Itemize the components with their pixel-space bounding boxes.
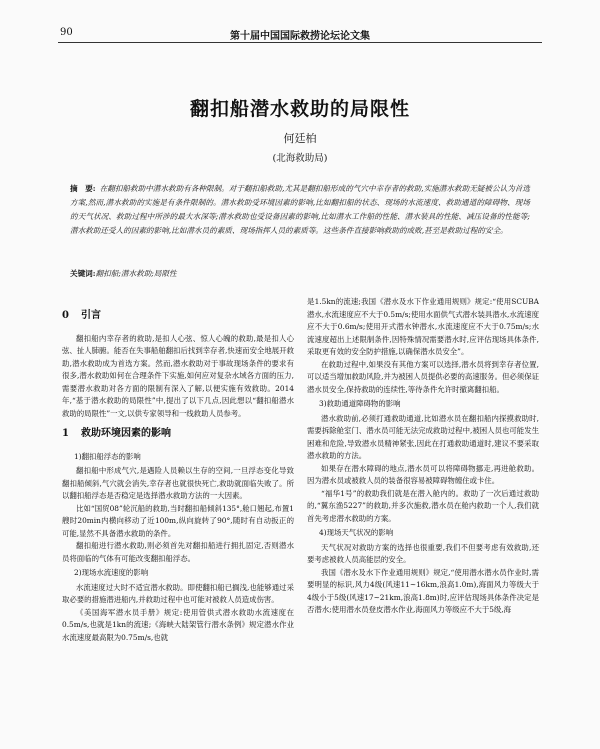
page-number: 90 <box>60 27 73 38</box>
subsection-heading: 1)翻扣船浮态的影响 <box>74 451 141 461</box>
paragraph: 水流速度过大时不适宜潜水救助。即使翻扣船已搁浅,也能够通过采取必要的措施潜进船内,并救助过程中也可能对被救人员造成伤害。 <box>62 582 294 604</box>
paragraph: “福华1号”的救助我们就是在潜入舱内的。救助了一次后通过救助的,“翼东渔5227”的救助,并多次施救,潜水员在舱内救助一个人,我们就首先考虑潜水救助的方案。 <box>307 488 539 523</box>
right-column <box>307 296 539 617</box>
paragraph: 在救助过程中,如果没有其他方案可以选择,潜水员将到幸存者位置,可以适当增加救助风险,并为被困人员提供必要的高速服务。但必须保证潜水员安全,保持救助的连续性,等待条件允许时撤离翻扣船。 <box>307 359 539 394</box>
paragraph: 《美国海军潜水员手册》规定:使用管供式潜水救助水流速度在0.5m/s,也就是1kn的流速;《海峡大陆架管行潜水条例》规定潜水作业水流速度最高限为0.75m/s,也就 <box>62 607 294 642</box>
section-heading-0: 0 引言 <box>62 310 101 321</box>
paragraph: 天气状况对救助方案的选择也很重要,我们不但要考虑有效救助,还要考虑被救人员高能层的安全。 <box>307 542 539 564</box>
paper-author: 何廷柏 <box>283 132 317 145</box>
paragraph: 潜水救助前,必须打通救助通道,比如潜水员在翻扣船内探摸救助时,需要拆除舱室门、潜水员可能无法完成救助过程中,被困人员也可能发生困难和危险,导致潜水员精神紧张,因此在打通救助通道时,建议不要采取潜水救助的方法。 <box>307 413 539 460</box>
subsection-heading: 2)现场水流速度的影响 <box>74 568 149 577</box>
left-column <box>62 302 294 644</box>
paragraph: 如果存在潜水障碍的地点,潜水员可以将障碍物挪走,再进舱救助。因为潜水员或被救人员的装备很容易被障碍物缠住或卡住。 <box>307 463 539 485</box>
keywords-text: 翻扣船;潜水救助;局限性 <box>95 269 177 278</box>
paragraph: 翻扣船中形成气穴,是遇险人员赖以生存的空间,一旦浮态变化导致翻扣船倾斜,气穴就会消失,幸存者也就很快死亡,救助就面临失败了。所以翻扣船浮态是否稳定是选择潜水救助方法的一大因素。 <box>62 466 294 500</box>
paragraph: 我国《潜水及水下作业通用规则》规定,“使用潜水潜水员作业时,需要明显的标识,风力4级(风速11~16km,浪高1.0m),海面风力等级大于4级小于5级(风速17~21km,浪高1.8m)时,应评估现场具体条件决定是否潜水;使用潜水员登皮潜水作业,海面风力等级应不大于5级,海 <box>307 567 539 614</box>
keywords-label: 关键词: <box>70 269 96 278</box>
abstract-text: 在翻扣船救助中潜水救助有各种限制。对于翻扣船救助,尤其是翻扣船形成的气穴中幸存者的救助,实施潜水救助无疑被公认为首选方案,然而,潜水救助的实施是有条件限制的。潜水救助受环境因素的影响,比如翻扣船的状态、现场的水流速度、救助通道的障碍物、现场的天气状况、救助过程中所涉的最大水深等;潜水救助也受设备因素的影响,比如潜水工作船的性能、潜水装具的性能、减压设备的性能等;潜水救助还受人的因素的影响,比如潜水员的素质、现场指挥人员的素质等。这些条件直接影响救助的成败,甚至是救助过程的安全。 <box>70 184 530 235</box>
paper-title: 翻扣船潜水救助的局限性 <box>189 98 410 120</box>
running-header: 第十届中国国际救捞论坛论文集 <box>230 31 370 42</box>
abstract-label: 摘 要: <box>70 184 96 193</box>
subsection-heading: 4)现场天气状况的影响 <box>319 528 394 537</box>
header-rule <box>58 42 542 43</box>
paper-affiliation: (北海救助局) <box>272 153 328 164</box>
paragraph: 翻扣船内幸存者的救助,是扣人心弦、惊人心魄的救助,最是扣人心弦、扯人肺腑。能否在失事船舶翻扣后找到幸存者,快速而安全地展开救助,潜水救助成为首选方案。然而,潜水救助对于事故现场条件的要求有很多,潜水救助如何在合理条件下实施,如何应对复杂水域各方面的压力,需要潜水救助对各方面的限制有深入了解,以便实施有效救助。2014年,“基于潜水救助的局限性”中,提出了以下几点,因此想以“翻扣船潜水救助的局限性”一文,以供专家领导和一线救助人员参考。 <box>62 333 294 418</box>
abstract <box>70 182 530 238</box>
subsection-heading: 3)救助通道障碍物的影响 <box>319 399 401 408</box>
paragraph: 翻扣船进行潜水救助,则必须首先对翻扣船进行拥扎固定,否则潜水员将面临的气体有可能改变翻扣船浮态。 <box>62 541 294 563</box>
keywords <box>70 268 530 280</box>
paragraph: 比如“国贸08”轮沉船的救助,当时翻扣船倾斜135°,舱口翘起,布置1艘时20min内横向移动了近100m,纵向旋转了90°,随时有自动扳正的可能,显然不具备潜水救助的条件。 <box>62 503 294 538</box>
section-heading-1: 1 救助环境因素的影响 <box>62 428 171 439</box>
paragraph: 是1.5kn的流速;我国《潜水及水下作业通用规则》规定:“使用SCUBA潜水,水流速度应不大于0.5m/s;使用水面供气式潜水装具潜水,水流速度应不大于0.6m/s;使用开式潜水钟潜水,水流速度应不大于0.75m/s;水流速度超出上述限制条件,因特殊情况需要潜水时,应评估现场具体条件,采取更有效的安全防护措施,以确保潜水员安全”。 <box>307 297 539 356</box>
